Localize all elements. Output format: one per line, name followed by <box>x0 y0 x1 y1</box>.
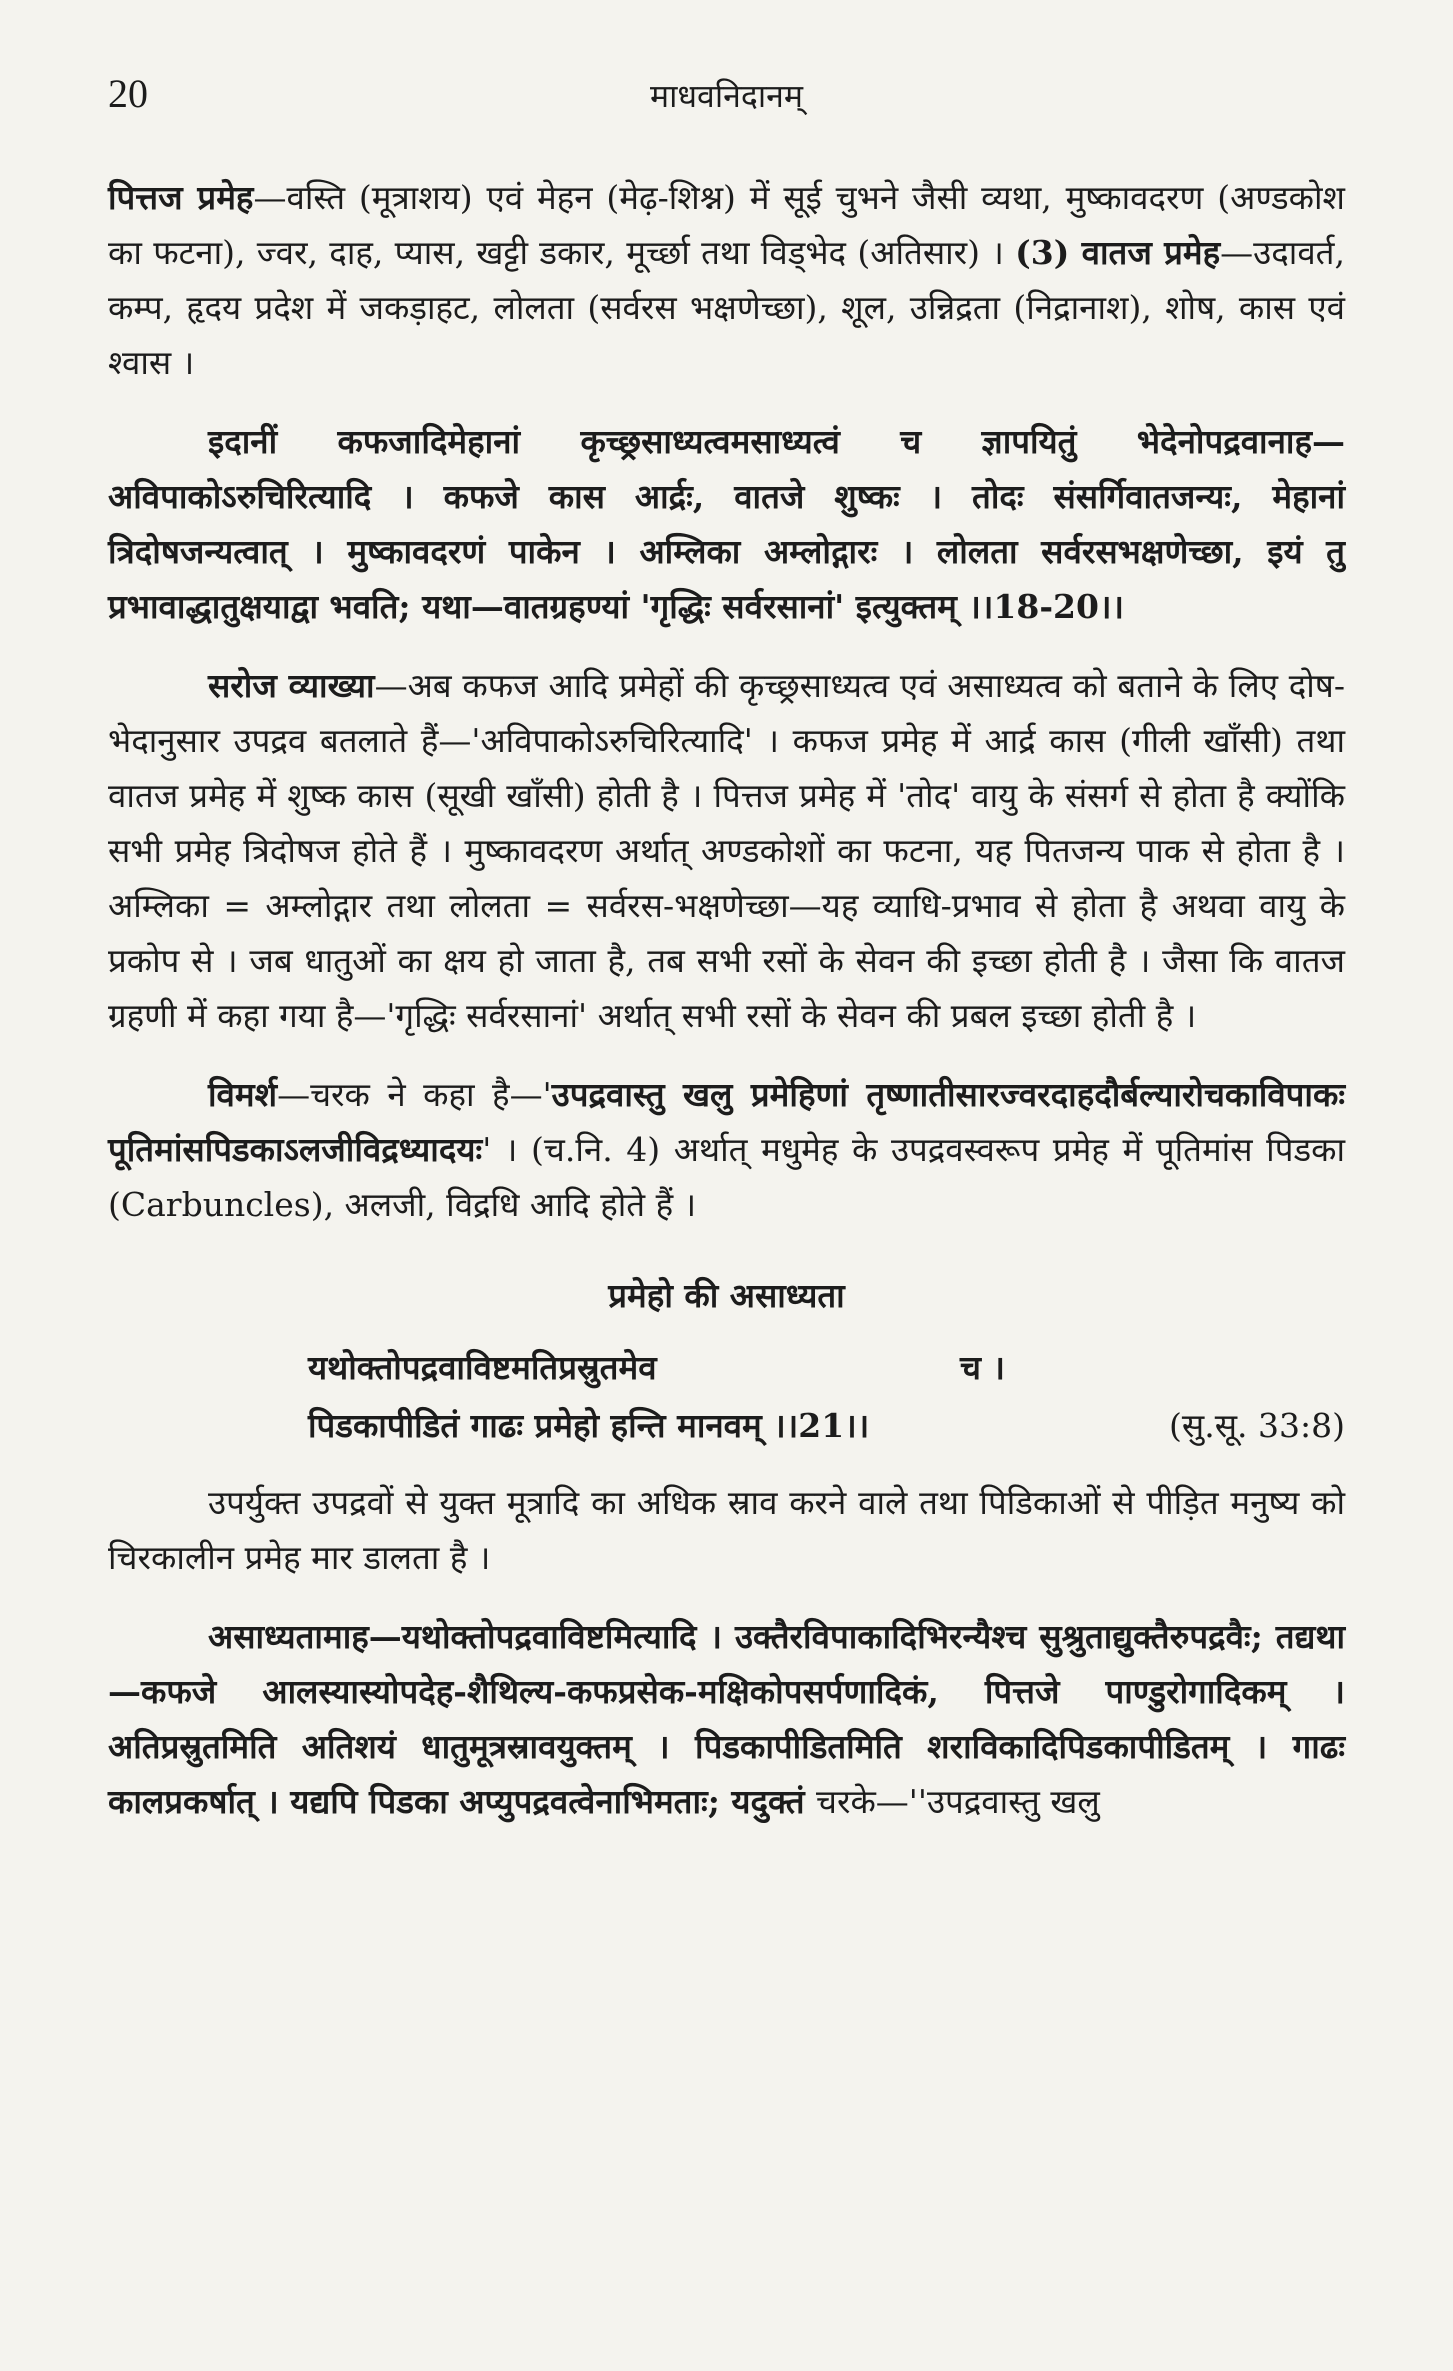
shloka-text: च । <box>960 1348 1005 1387</box>
page-body <box>108 170 1345 1853</box>
paragraph-text: ' । (च.नि. 4) अर्थात् मधुमेह के उपद्रवस्वरूप प्रमेह में पूतिमांस पिडका (Carbuncles), अलजी, विद्रधि आदि होते हैं । <box>108 1130 1345 1224</box>
paragraph-text: असाध्यतामाह—यथोक्तोपद्रवाविष्टमित्यादि । उक्तैरविपाकादिभिरन्यैश्च सुश्रुताद्युक्तैरुपद्रवैः; तद्यथा—कफजे आलस्यास्योपदेह-शैथिल्य-कफप्रसेक-मक्षिकोपसर्पणादिकं, पित्तजे पाण्डुरोगादिकम् । अतिप्रस्रुतमिति अतिशयं धातुमूत्रस्रावयुक्तम् । पिडकापीडितमिति शराविकादिपिडकापीडितम् । गाढः कालप्रकर्षात् । यद्यपि पिडका अप्युपद्रवत्वेनाभिमताः; यदुक्तं <box>108 1617 1345 1821</box>
page-number: 20 <box>108 71 148 116</box>
term-vataja-prameha: (3) वातज प्रमेह <box>1015 233 1221 272</box>
term-pittaja-prameha: पित्तज प्रमेह <box>108 178 254 217</box>
shloka-reference: (सु.सू. 33:8) <box>1169 1406 1345 1445</box>
page-header <box>108 70 1345 130</box>
charaka-quote: उपद्रवास्तु खलु प्रमेहिणां तृष्णातीसारज्वरदाहदौर्बल्यारोचकाविपाकः पूतिमांसपिडकाऽलजीविद्रध्यादयः <box>108 1075 1345 1169</box>
shloka-line-2 <box>308 1397 1345 1455</box>
term-saroj-vyakhya: सरोज व्याख्या <box>208 666 375 705</box>
running-title: माधवनिदानम् <box>649 77 804 115</box>
paragraph-translation: उपर्युक्त उपद्रवों से युक्त मूत्रादि का अधिक स्राव करने वाले तथा पिडिकाओं से पीड़ित मनुष्य को चिरकालीन प्रमेह मार डालता है । <box>108 1483 1345 1577</box>
paragraph-vimarsha <box>108 1067 1345 1232</box>
shloka-line-1 <box>308 1339 1345 1397</box>
term-vimarsha: विमर्श <box>208 1075 278 1114</box>
shloka-text: पिडकापीडितं गाढः प्रमेहो हन्ति मानवम् ।।21।। <box>308 1406 870 1445</box>
paragraph-pittaja <box>108 170 1345 390</box>
shloka-text: यथोक्तोपद्रवाविष्टमतिप्रस्रुतमेव <box>308 1348 657 1387</box>
paragraph-text: —चरक ने कहा है—' <box>277 1075 552 1114</box>
paragraph-text: —वस्ति (मूत्राशय) एवं मेहन (मेढ़-शिश्न) में सूई चुभने जैसी व्यथा, मुष्कावदरण (अण्डकोश का फटना), ज्वर, दाह, प्यास, खट्टी डकार, मूर्च्छा तथा विड्भेद (अतिसार) । <box>108 178 1345 272</box>
paragraph-asadhyata-commentary <box>108 1609 1345 1829</box>
shloka-verse <box>108 1339 1345 1455</box>
paragraph-saroj-vyakhya <box>108 658 1345 1043</box>
paragraph-text: चरके—''उपद्रवास्तु खलु <box>816 1782 1100 1821</box>
paragraph-sanskrit-commentary: इदानीं कफजादिमेहानां कृच्छ्रसाध्यत्वमसाध्यत्वं च ज्ञापयितुं भेदेनोपद्रवानाह—अविपाकोऽरुचिरित्यादि । कफजे कास आर्द्रः, वातजे शुष्कः । तोदः संसर्गिवातजन्यः, मेहानां त्रिदोषजन्यत्वात् । मुष्कावदरणं पाकेन । अम्लिका अम्लोद्गारः । लोलता सर्वरसभक्षणेच्छा, इयं तु प्रभावाद्धातुक्षयाद्वा भवति; यथा—वातग्रहण्यां 'गृद्धिः सर्वरसानां' इत्युक्तम् ।।18-20।। <box>108 422 1345 626</box>
paragraph-text: —अब कफज आदि प्रमेहों की कृच्छ्रसाध्यत्व एवं असाध्यत्व को बताने के लिए दोष-भेदानुसार उपद्रव बतलाते हैं—'अविपाकोऽरुचिरित्यादि' । कफज प्रमेह में आर्द्र कास (गीली खाँसी) तथा वातज प्रमेह में शुष्क कास (सूखी खाँसी) होती है । पित्तज प्रमेह में 'तोद' वायु के संसर्ग से होता है क्योंकि सभी प्रमेह त्रिदोषज होते हैं । मुष्कावदरण अर्थात् अण्डकोशों का फटना, यह पितजन्य पाक से होता है । अम्लिका = अम्लोद्गार तथा लोलता = सर्वरस-भक्षणेच्छा—यह व्याधि-प्रभाव से होता है अथवा वायु के प्रकोप से । जब धातुओं का क्षय हो जाता है, तब सभी रसों के सेवन की इच्छा होती है । जैसा कि वातज ग्रहणी में कहा गया है—'गृद्धिः सर्वरसानां' अर्थात् सभी रसों के सेवन की प्रबल इच्छा होती है । <box>108 666 1346 1035</box>
section-title: प्रमेहो की असाध्यता <box>608 1276 845 1315</box>
paragraph-text: —उदावर्त, कम्प, हृदय प्रदेश में जकड़ाहट, लोलता (सर्वरस भक्षणेच्छा), शूल, उन्निद्रता (निद्रानाश), शोष, कास एवं श्वास । <box>108 233 1345 382</box>
